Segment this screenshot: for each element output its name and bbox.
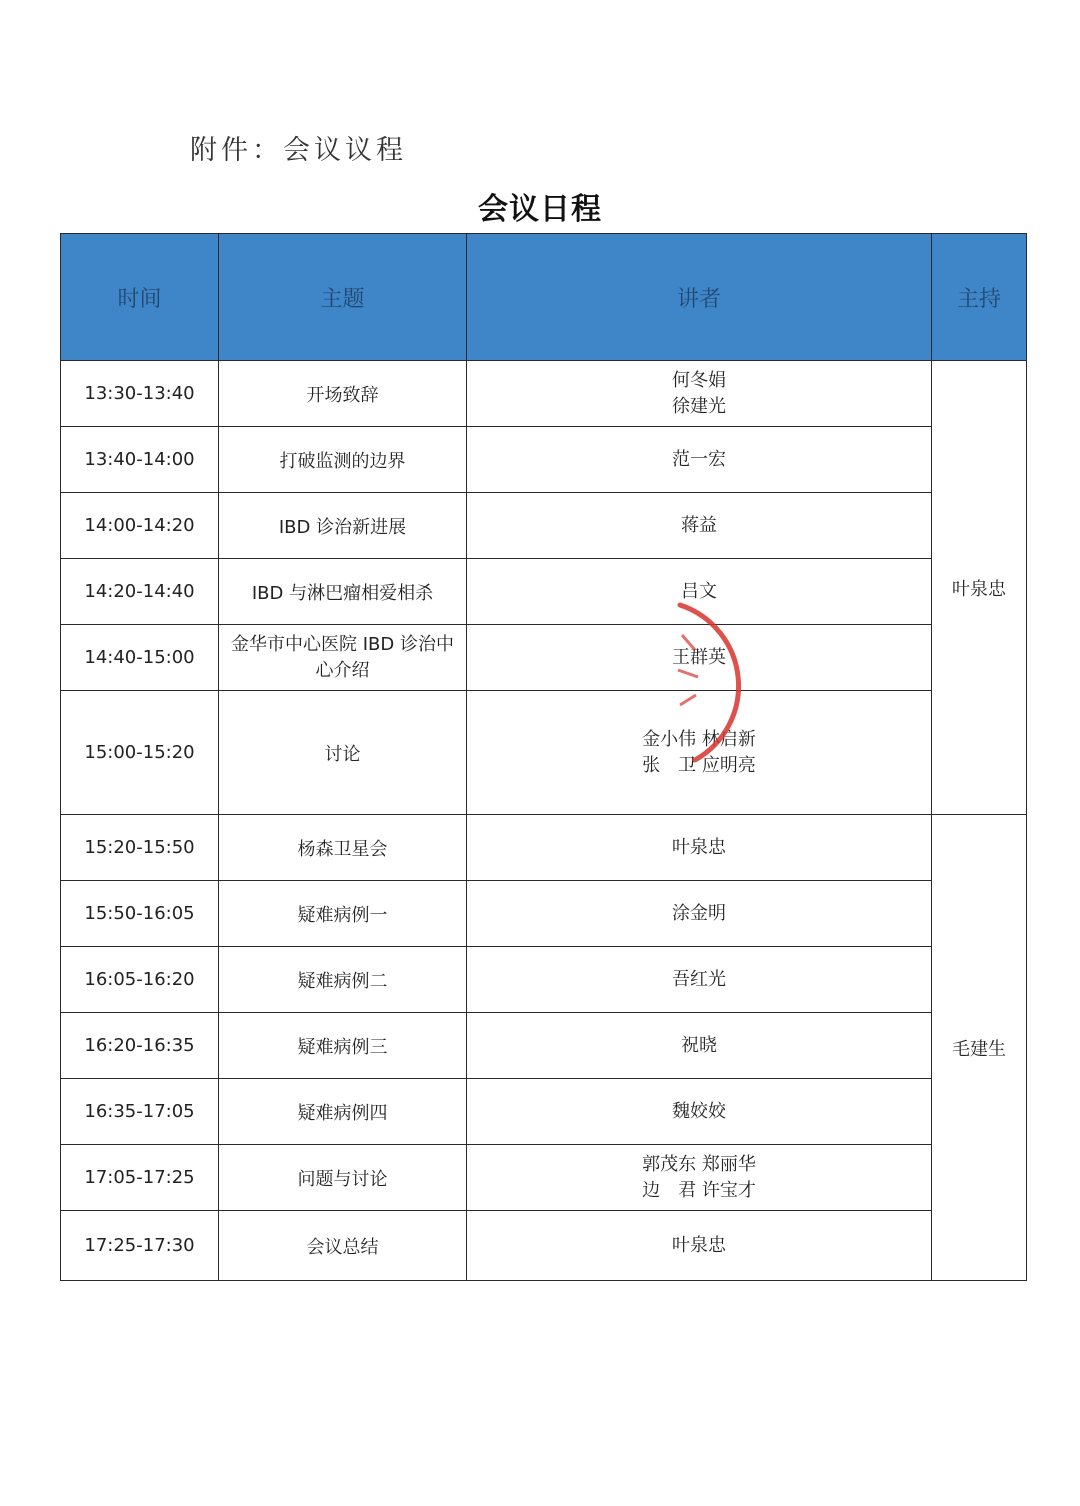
host-cell: 叶泉忠 — [932, 361, 1027, 815]
time-cell: 16:20-16:35 — [61, 1013, 219, 1079]
speaker-cell — [467, 427, 932, 493]
table-row — [61, 1079, 1027, 1145]
table-row — [61, 427, 1027, 493]
speaker-cell — [467, 625, 932, 691]
column-header-topic: 主题 — [219, 234, 467, 361]
speaker-line: 魏姣姣 — [672, 1100, 726, 1122]
topic-cell: 开场致辞 — [219, 361, 467, 427]
speaker-cell — [467, 361, 932, 427]
time-cell: 14:00-14:20 — [61, 493, 219, 559]
speaker-line: 吕文 — [681, 580, 717, 602]
speaker-line: 叶泉忠 — [672, 836, 726, 858]
time-cell: 14:20-14:40 — [61, 559, 219, 625]
time-cell: 16:35-17:05 — [61, 1079, 219, 1145]
column-header-speaker: 讲者 — [467, 234, 932, 361]
speaker-line: 郭茂东 郑丽华 — [642, 1153, 756, 1175]
speaker-line: 金小伟 林启新 — [642, 728, 756, 750]
speaker-line: 徐建光 — [672, 395, 726, 417]
topic-cell: IBD 诊治新进展 — [219, 493, 467, 559]
table-row — [61, 625, 1027, 691]
table-row — [61, 1145, 1027, 1211]
column-header-time: 时间 — [61, 234, 219, 361]
time-cell: 15:50-16:05 — [61, 881, 219, 947]
topic-cell: 杨森卫星会 — [219, 815, 467, 881]
table-row — [61, 881, 1027, 947]
table-header-row — [61, 234, 1027, 361]
speaker-line: 何冬娟 — [672, 369, 726, 391]
topic-cell: 会议总结 — [219, 1211, 467, 1281]
table-row — [61, 1013, 1027, 1079]
table-row — [61, 361, 1027, 427]
column-header-host: 主持 — [932, 234, 1027, 361]
speaker-cell — [467, 559, 932, 625]
topic-cell: 问题与讨论 — [219, 1145, 467, 1211]
document-title: 会议日程 — [478, 192, 602, 227]
speaker-cell — [467, 1079, 932, 1145]
host-cell: 毛建生 — [932, 815, 1027, 1281]
time-cell: 15:20-15:50 — [61, 815, 219, 881]
time-cell: 13:30-13:40 — [61, 361, 219, 427]
time-cell: 17:25-17:30 — [61, 1211, 219, 1281]
speaker-line: 王群英 — [672, 646, 726, 668]
attachment-label: 附件：会议议程 — [190, 135, 407, 166]
speaker-cell — [467, 493, 932, 559]
topic-cell: 讨论 — [219, 691, 467, 815]
schedule-table — [60, 233, 1027, 1281]
topic-cell: 金华市中心医院 IBD 诊治中心介绍 — [219, 625, 467, 691]
time-cell: 16:05-16:20 — [61, 947, 219, 1013]
speaker-line: 祝晓 — [681, 1034, 717, 1056]
topic-cell: 疑难病例四 — [219, 1079, 467, 1145]
speaker-cell — [467, 947, 932, 1013]
speaker-line: 范一宏 — [672, 448, 726, 470]
table-row — [61, 559, 1027, 625]
speaker-cell — [467, 1013, 932, 1079]
speaker-cell — [467, 815, 932, 881]
speaker-line: 涂金明 — [672, 902, 726, 924]
table-row — [61, 493, 1027, 559]
speaker-line: 蒋益 — [681, 514, 717, 536]
time-cell: 17:05-17:25 — [61, 1145, 219, 1211]
table-row — [61, 947, 1027, 1013]
time-cell: 15:00-15:20 — [61, 691, 219, 815]
topic-cell: 疑难病例三 — [219, 1013, 467, 1079]
speaker-cell — [467, 1211, 932, 1281]
speaker-line: 张 卫 应明亮 — [642, 754, 756, 776]
table-row — [61, 815, 1027, 881]
topic-cell: IBD 与淋巴瘤相爱相杀 — [219, 559, 467, 625]
speaker-cell — [467, 1145, 932, 1211]
speaker-line: 吾红光 — [672, 968, 726, 990]
speaker-line: 叶泉忠 — [672, 1234, 726, 1256]
time-cell: 13:40-14:00 — [61, 427, 219, 493]
speaker-cell — [467, 881, 932, 947]
time-cell: 14:40-15:00 — [61, 625, 219, 691]
topic-cell: 打破监测的边界 — [219, 427, 467, 493]
speaker-cell — [467, 691, 932, 815]
topic-cell: 疑难病例二 — [219, 947, 467, 1013]
table-row — [61, 1211, 1027, 1281]
speaker-line: 边 君 许宝才 — [642, 1179, 756, 1201]
table-row — [61, 691, 1027, 815]
topic-cell: 疑难病例一 — [219, 881, 467, 947]
